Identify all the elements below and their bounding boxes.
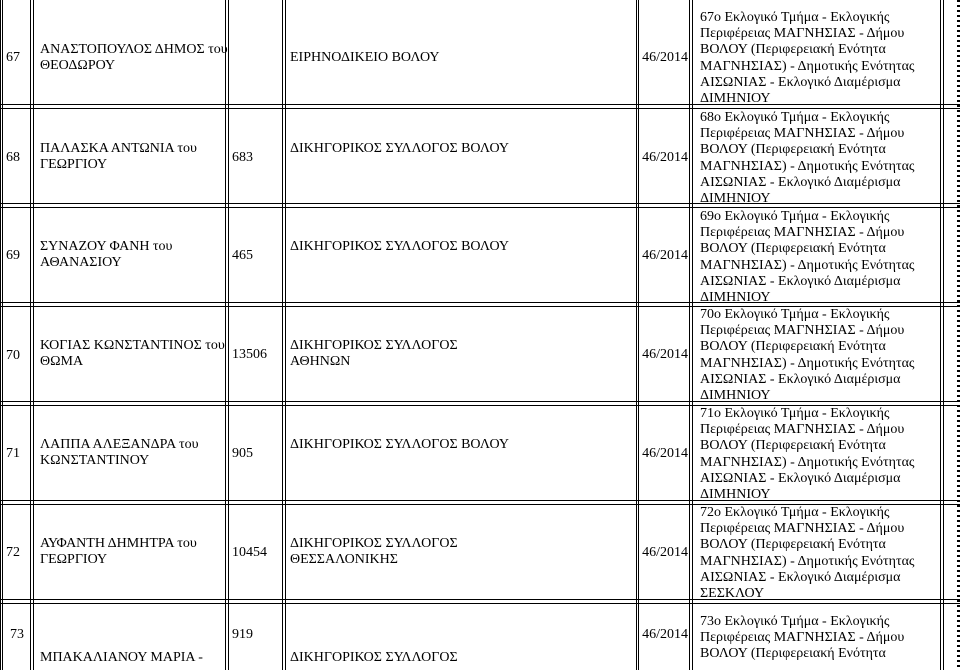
decision-number: 46/2014 xyxy=(642,446,688,461)
grid-line xyxy=(33,0,34,670)
row-number: 70 xyxy=(6,348,20,363)
grid-line xyxy=(228,0,229,670)
grid-line xyxy=(0,108,960,109)
bar-association: ΔΙΚΗΓΟΡΙΚΟΣ ΣΥΛΛΟΓΟΣ xyxy=(290,650,458,665)
row-number: 68 xyxy=(6,150,20,165)
registry-number: 683 xyxy=(232,150,253,165)
grid-line xyxy=(282,0,283,670)
person-name: ΣΥΝΑΖΟΥ ΦΑΝΗ του ΑΘΑΝΑΣΙΟΥ xyxy=(40,239,173,270)
row-number: 69 xyxy=(6,248,20,263)
registry-number: 13506 xyxy=(232,347,267,362)
person-name: ΜΠΑΚΑΛΙΑΝΟΥ ΜΑΡΙΑ - xyxy=(40,650,203,665)
grid-line xyxy=(225,0,226,670)
decision-number: 46/2014 xyxy=(642,545,688,560)
registry-number: 905 xyxy=(232,446,253,461)
decision-number: 46/2014 xyxy=(642,50,688,65)
grid-line xyxy=(2,0,3,670)
person-name: ΑΝΑΣΤΟΠΟΥΛΟΣ ΔΗΜΟΣ του ΘΕΟΔΩΡΟΥ xyxy=(40,42,228,73)
row-number: 72 xyxy=(6,545,20,560)
registry-number: 919 xyxy=(232,627,253,642)
decision-number: 46/2014 xyxy=(642,627,688,642)
registry-number: 465 xyxy=(232,248,253,263)
row-number: 67 xyxy=(6,50,20,65)
grid-line xyxy=(940,0,941,670)
row-number: 71 xyxy=(6,446,20,461)
bar-association: ΔΙΚΗΓΟΡΙΚΟΣ ΣΥΛΛΟΓΟΣ ΒΟΛΟΥ xyxy=(290,141,509,156)
bar-association: ΔΙΚΗΓΟΡΙΚΟΣ ΣΥΛΛΟΓΟΣ ΒΟΛΟΥ xyxy=(290,239,509,254)
electoral-section-description: 71ο Εκλογικό Τμήμα - Εκλογικής Περιφέρειας ΜΑΓΝΗΣΙΑΣ - Δήμου ΒΟΛΟΥ (Περιφερειακή Ενότητα ΜΑΓΝΗΣΙΑΣ) - Δημοτικής Ενότητας ΑΙΣΩΝΙΑΣ - Εκλογικό Διαμέρισμα ΔΙΜΗΝΙΟΥ xyxy=(700,406,915,503)
bar-association: ΔΙΚΗΓΟΡΙΚΟΣ ΣΥΛΛΟΓΟΣ ΒΟΛΟΥ xyxy=(290,437,509,452)
decision-number: 46/2014 xyxy=(642,248,688,263)
grid-line xyxy=(30,0,31,670)
person-name: ΛΑΠΠΑ ΑΛΕΞΑΝΔΡΑ του ΚΩΝΣΤΑΝΤΙΝΟΥ xyxy=(40,437,199,468)
grid-line xyxy=(0,603,960,604)
decision-number: 46/2014 xyxy=(642,150,688,165)
registry-number: 10454 xyxy=(232,545,267,560)
person-name: ΠΑΛΑΣΚΑ ΑΝΤΩΝΙΑ του ΓΕΩΡΓΙΟΥ xyxy=(40,141,197,172)
electoral-section-description: 72ο Εκλογικό Τμήμα - Εκλογικής Περιφέρειας ΜΑΓΝΗΣΙΑΣ - Δήμου ΒΟΛΟΥ (Περιφερειακή Ενότητα ΜΑΓΝΗΣΙΑΣ) - Δημοτικής Ενότητας ΑΙΣΩΝΙΑΣ - Εκλογικό Διαμέρισμα ΣΕΣΚΛΟΥ xyxy=(700,505,915,602)
bar-association: ΔΙΚΗΓΟΡΙΚΟΣ ΣΥΛΛΟΓΟΣ ΘΕΣΣΑΛΟΝΙΚΗΣ xyxy=(290,536,458,567)
electoral-section-description: 70ο Εκλογικό Τμήμα - Εκλογικής Περιφέρειας ΜΑΓΝΗΣΙΑΣ - Δήμου ΒΟΛΟΥ (Περιφερειακή Ενότητα ΜΑΓΝΗΣΙΑΣ) - Δημοτικής Ενότητας ΑΙΣΩΝΙΑΣ - Εκλογικό Διαμέρισμα ΔΙΜΗΝΙΟΥ xyxy=(700,307,915,404)
grid-line xyxy=(943,0,944,670)
decision-number: 46/2014 xyxy=(642,347,688,362)
grid-line xyxy=(638,0,639,670)
grid-line xyxy=(285,0,286,670)
bar-association: ΔΙΚΗΓΟΡΙΚΟΣ ΣΥΛΛΟΓΟΣ ΑΘΗΝΩΝ xyxy=(290,338,458,369)
grid-line xyxy=(0,0,1,670)
person-name: ΑΥΦΑΝΤΗ ΔΗΜΗΤΡΑ του ΓΕΩΡΓΙΟΥ xyxy=(40,536,197,567)
grid-line xyxy=(689,0,690,670)
electoral-section-description: 73ο Εκλογικό Τμήμα - Εκλογικής Περιφέρειας ΜΑΓΝΗΣΙΑΣ - Δήμου ΒΟΛΟΥ (Περιφερειακή Ενότητα xyxy=(700,614,905,662)
grid-line xyxy=(692,0,693,670)
person-name: ΚΟΓΙΑΣ ΚΩΝΣΤΑΝΤΙΝΟΣ του ΘΩΜΑ xyxy=(40,338,225,369)
row-number: 73 xyxy=(10,627,24,642)
electoral-section-description: 68ο Εκλογικό Τμήμα - Εκλογικής Περιφέρειας ΜΑΓΝΗΣΙΑΣ - Δήμου ΒΟΛΟΥ (Περιφερειακή Ενότητα ΜΑΓΝΗΣΙΑΣ) - Δημοτικής Ενότητας ΑΙΣΩΝΙΑΣ - Εκλογικό Διαμέρισμα ΔΙΜΗΝΙΟΥ xyxy=(700,110,915,207)
electoral-section-description: 67ο Εκλογικό Τμήμα - Εκλογικής Περιφέρειας ΜΑΓΝΗΣΙΑΣ - Δήμου ΒΟΛΟΥ (Περιφερειακή Ενότητα ΜΑΓΝΗΣΙΑΣ) - Δημοτικής Ενότητας ΑΙΣΩΝΙΑΣ - Εκλογικό Διαμέρισμα ΔΙΜΗΝΙΟΥ xyxy=(700,10,915,107)
electoral-section-description: 69ο Εκλογικό Τμήμα - Εκλογικής Περιφέρειας ΜΑΓΝΗΣΙΑΣ - Δήμου ΒΟΛΟΥ (Περιφερειακή Ενότητα ΜΑΓΝΗΣΙΑΣ) - Δημοτικής Ενότητας ΑΙΣΩΝΙΑΣ - Εκλογικό Διαμέρισμα ΔΙΜΗΝΙΟΥ xyxy=(700,209,915,306)
bar-association: ΕΙΡΗΝΟΔΙΚΕΙΟ ΒΟΛΟΥ xyxy=(290,50,440,65)
grid-line xyxy=(636,0,637,670)
